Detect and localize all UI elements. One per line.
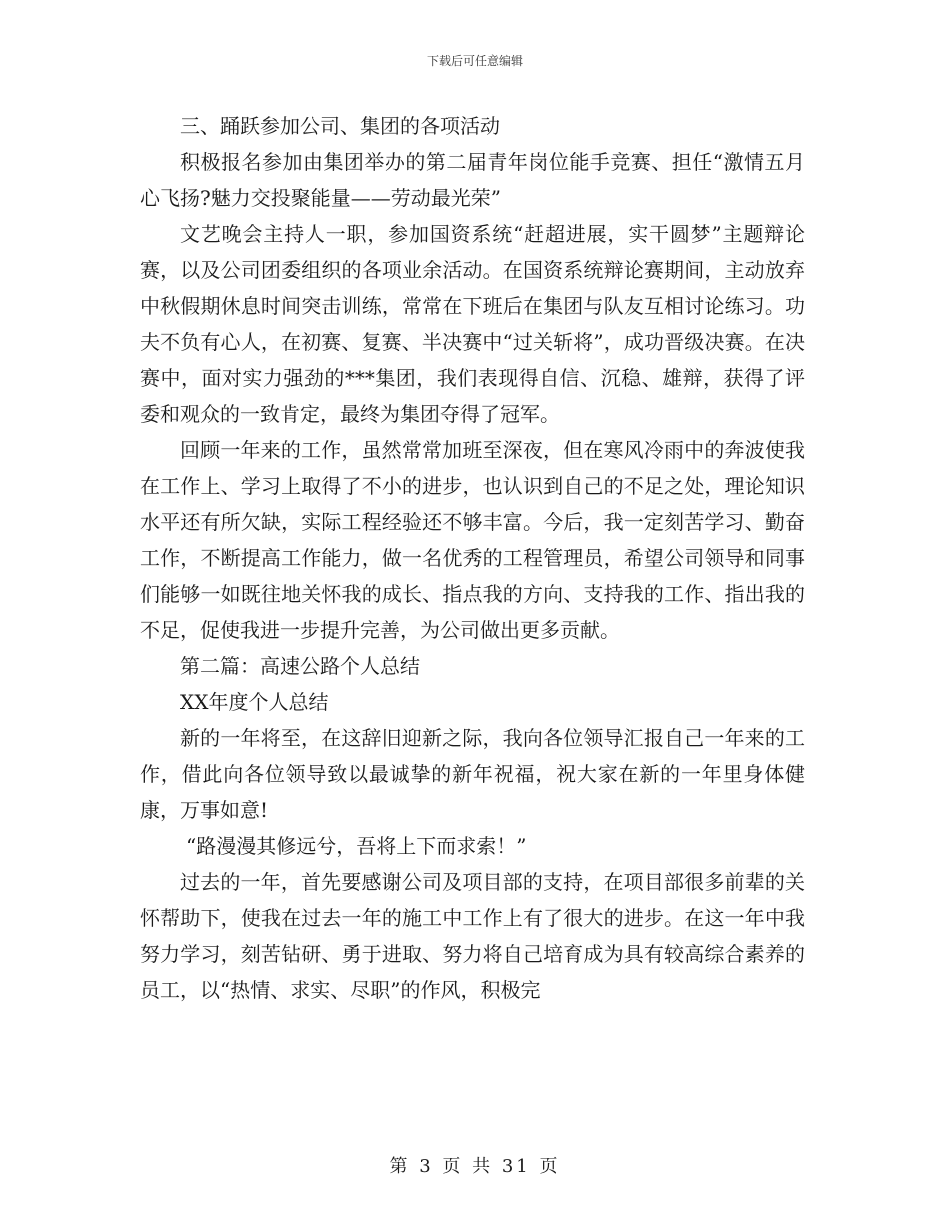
page-number-footer: 第 3 页 共 31 页 — [389, 1156, 561, 1177]
subheading: XX年度个人总结 — [180, 690, 329, 714]
paragraph: 新的一年将至，在这辞旧迎新之际，我向各位领导汇报自己一年来的工作，借此向各位领导致以最诚挚的新年祝福，祝大家在新的一年里身体健康，万事如意! — [140, 726, 805, 822]
paragraph: 过去的一年，首先要感谢公司及项目部的支持，在项目部很多前辈的关怀帮助下，使我在过去一年的施工中工作上有了很大的进步。在这一年中我努力学习，刻苦钻研、勇于进取、努力将自己培育成为具有较高综合素养的员工，以“热情、求实、尽职”的作风，积极完 — [140, 870, 805, 1002]
paragraph: 积极报名参加由集团举办的第二届青年岗位能手竞赛、担任“激情五月心飞扬?魅力交投聚能量——劳动最光荣” — [140, 150, 805, 210]
paragraph: 三、踊跃参加公司、集团的各项活动 — [180, 114, 500, 138]
page-header: 下载后可任意编辑 — [426, 54, 523, 68]
quote-line: “路漫漫其修远兮，吾将上下而求索！” — [186, 834, 527, 858]
paragraph: 文艺晚会主持人一职，参加国资系统“赶超进展，实干圆梦”主题辩论赛，以及公司团委组织的各项业余活动。在国资系统辩论赛期间，主动放弃中秋假期休息时间突击训练，常常在下班后在集团与队友互相讨论练习。功夫不负有心人，在初赛、复赛、半决赛中“过关斩将”，成功晋级决赛。在决赛中，面对实力强劲的***集团，我们表现得自信、沉稳、雄辩，获得了评委和观众的一致肯定，最终为集团夺得了冠军。 — [140, 222, 805, 426]
document-body — [140, 108, 805, 1008]
section-heading: 第二篇：高速公路个人总结 — [180, 654, 420, 678]
paragraph: 回顾一年来的工作，虽然常常加班至深夜，但在寒风冷雨中的奔波使我在工作上、学习上取得了不小的进步，也认识到自己的不足之处，理论知识水平还有所欠缺，实际工程经验还不够丰富。今后，我一定刻苦学习、勤奋工作，不断提高工作能力，做一名优秀的工程管理员，希望公司领导和同事们能够一如既往地关怀我的成长、指点我的方向、支持我的工作、指出我的不足，促使我进一步提升完善，为公司做出更多贡献。 — [140, 438, 805, 642]
